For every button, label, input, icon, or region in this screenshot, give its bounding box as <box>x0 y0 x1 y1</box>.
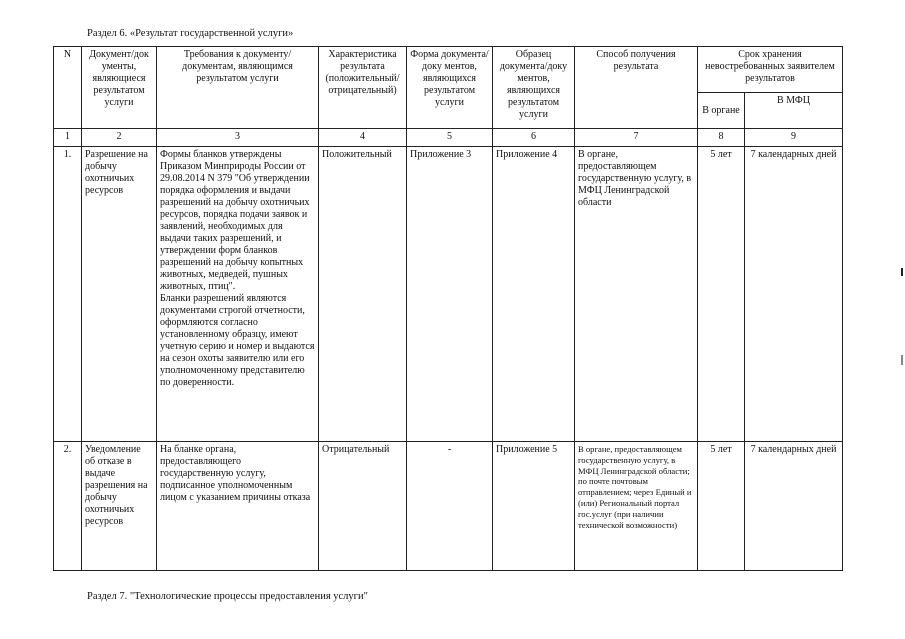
row-storage-organ: 5 лет <box>698 147 745 442</box>
column-number-row <box>54 129 843 147</box>
row-doc: Разрешение на добычу охотничьих ресурсов <box>82 147 157 442</box>
requirements-paragraph: На бланке органа, предоставляющего государственную услугу, подписанное уполномоченным лицом с указанием причины отказа <box>160 444 311 503</box>
scan-edge-mark <box>901 355 903 365</box>
table-row <box>54 147 843 442</box>
row-method: В органе, предоставляющем государственную услугу, в МФЦ Ленинградской области; по почте почтовым отправлением; через Единый и (или) Региональный портал гос.услуг (при наличии технической возможности) <box>575 442 698 571</box>
header-req: Требования к документу/документам, являющимся результатом услуги <box>157 47 319 129</box>
header-method: Способ получения результата <box>575 47 698 129</box>
section-7-title: Раздел 7. "Технологические процессы предоставления услуги" <box>87 591 368 602</box>
result-table <box>53 46 843 571</box>
row-form: - <box>407 442 493 571</box>
row-sample: Приложение 4 <box>493 147 575 442</box>
scan-edge-mark <box>901 268 903 276</box>
col-number: 7 <box>575 129 698 147</box>
col-number: 9 <box>745 129 843 147</box>
header-storage: Срок хранения невостребованных заявителем результатов <box>698 47 843 93</box>
row-method: В органе, предоставляющем государственную услугу, в МФЦ Ленинградской области <box>575 147 698 442</box>
row-sample: Приложение 5 <box>493 442 575 571</box>
header-n: N <box>54 47 82 129</box>
row-storage-mfc: 7 календарных дней <box>745 147 843 442</box>
header-storage-organ: В органе <box>698 93 745 129</box>
header-row <box>54 47 843 93</box>
col-number: 1 <box>54 129 82 147</box>
header-char: Характеристика результата (положительный/отрицательный) <box>319 47 407 129</box>
requirements-paragraph: Бланки разрешений являются документами строгой отчетности, оформляются согласно установленному образцу, имеют учетную серию и номер и выдаются на сезон охоты заявителю или его уполномоченному представителю по доверенности. <box>160 293 315 388</box>
header-doc: Документ/док ументы, являющиеся результатом услуги <box>82 47 157 129</box>
row-characteristic: Отрицательный <box>319 442 407 571</box>
col-number: 6 <box>493 129 575 147</box>
col-number: 3 <box>157 129 319 147</box>
header-storage-mfc: В МФЦ <box>745 93 843 129</box>
row-requirements <box>157 147 319 442</box>
row-storage-mfc: 7 календарных дней <box>745 442 843 571</box>
row-doc: Уведомление об отказе в выдаче разрешения на добычу охотничьих ресурсов <box>82 442 157 571</box>
header-form: Форма документа/доку ментов, являющихся результатом услуги <box>407 47 493 129</box>
row-form: Приложение 3 <box>407 147 493 442</box>
col-number: 2 <box>82 129 157 147</box>
header-sample: Образец документа/доку ментов, являющихся результатом услуги <box>493 47 575 129</box>
col-number: 4 <box>319 129 407 147</box>
requirements-paragraph: Формы бланков утверждены Приказом Минприроды России от 29.08.2014 N 379 "Об утверждении порядка оформления и выдачи разрешений на добычу охотничьих ресурсов, порядка подачи заявок и заявлений, необходимых для выдачи таких разрешений, и утверждении форм бланков разрешений на добычу копытных животных, медведей, пушных животных, птиц". <box>160 149 310 292</box>
section-6-title: Раздел 6. «Результат государственной услуги» <box>87 28 294 39</box>
row-number: 2. <box>54 442 82 571</box>
row-requirements <box>157 442 319 571</box>
row-characteristic: Положительный <box>319 147 407 442</box>
col-number: 8 <box>698 129 745 147</box>
row-storage-organ: 5 лет <box>698 442 745 571</box>
col-number: 5 <box>407 129 493 147</box>
table-row <box>54 442 843 571</box>
row-number: 1. <box>54 147 82 442</box>
